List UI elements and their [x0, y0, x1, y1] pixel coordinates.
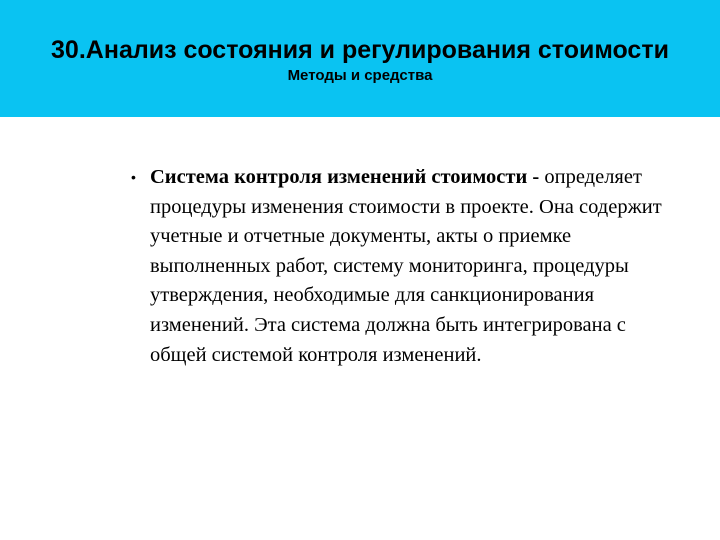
slide-title: 30.Анализ состояния и регулирования стоимости [51, 36, 669, 64]
bullet-marker: • [131, 169, 136, 185]
slide-subtitle: Методы и средства [287, 67, 433, 84]
bullet-definition: определяет процедуры изменения стоимости в проекте. Она содержит учетные и отчетные документы, акты о приемке выполненных работ, систему мониторинга, процедуры утверждения, необходимые для санкционирования изменений. Эта система должна быть интегрирована с общей системой контроля изменений. [150, 166, 662, 366]
title-banner [0, 0, 720, 117]
bullet-term: Система контроля изменений стоимости - [150, 166, 540, 188]
bullet-item [150, 163, 671, 370]
bullet-list [131, 163, 671, 370]
